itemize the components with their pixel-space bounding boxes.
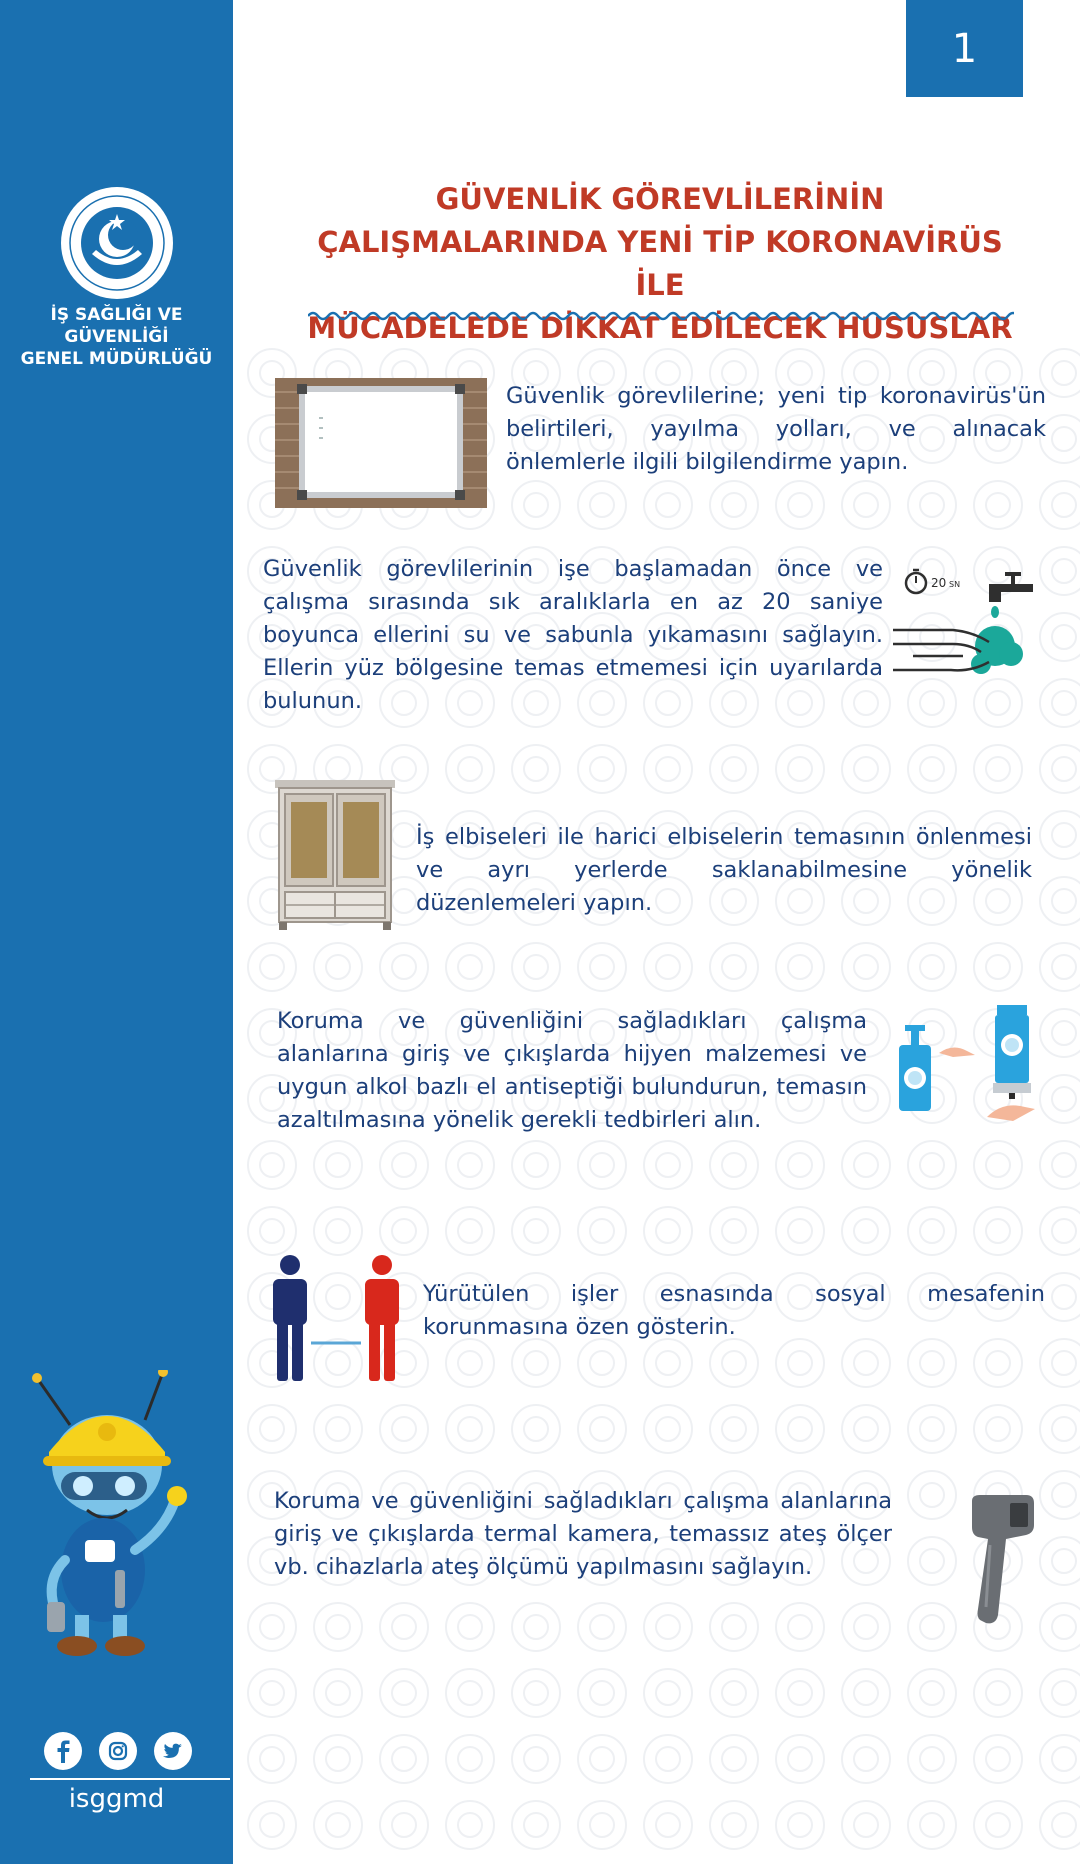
timer-unit: SN	[949, 580, 961, 589]
item-5-text: Yürütülen işler esnasında sosyal mesafenin korunmasına özen gösterin.	[423, 1281, 1045, 1340]
thermometer-icon	[968, 1495, 1038, 1625]
facebook-icon[interactable]	[44, 1732, 82, 1770]
sanitizer-icon	[895, 1005, 1040, 1127]
organization-name-line1: İŞ SAĞLIĞI VE GÜVENLİĞİ	[50, 305, 183, 347]
page-number-badge: 1	[906, 0, 1023, 97]
page-title	[290, 178, 1030, 350]
organization-name	[0, 304, 233, 370]
title-line2: ÇALIŞMALARINDA YENİ TİP KORONAVİRÜS İLE	[317, 225, 1003, 302]
social-links	[44, 1732, 194, 1772]
organization-name-line2: GENEL MÜDÜRLÜĞÜ	[20, 349, 213, 369]
social-handle: isggmd	[68, 1784, 165, 1814]
item-6-text: Koruma ve güvenliğini sağladıkları çalışma alanlarına giriş ve çıkışlarda termal kamera, temassız ateş ölçer vb. cihazlarla ateş ölçümü yapılmasını sağlayın.	[274, 1488, 892, 1580]
timer-label: 20	[931, 576, 947, 590]
mascot-illustration	[25, 1370, 205, 1660]
social-divider	[30, 1778, 230, 1780]
item-4-text: Koruma ve güvenliğini sağladıkları çalışma alanlarına giriş ve çıkışlarda hijyen malzemesi ve uygun alkol bazlı el antiseptiği bulundurun, temasın azaltılmasına yönelik gerekli tedbirleri alın.	[277, 1008, 867, 1133]
social-distance-icon	[265, 1255, 405, 1385]
title-underline-wave	[308, 310, 1014, 322]
twitter-icon[interactable]	[154, 1732, 192, 1770]
title-line1: GÜVENLİK GÖREVLİLERİNİN	[435, 182, 885, 216]
handwashing-icon	[893, 560, 1037, 690]
item-2-text: Güvenlik görevlilerinin işe başlamadan önce ve çalışma sırasında sık aralıklarla en az 20 saniye boyunca ellerini su ve sabunla yıkamasını sağlayın. Ellerin yüz bölgesine temas etmemesi için uyarılarda bulunun.	[263, 556, 883, 714]
whiteboard-icon	[275, 378, 487, 508]
instagram-icon[interactable]	[99, 1732, 137, 1770]
item-1-text: Güvenlik görevlilerine; yeni tip koronavirüs'ün belirtileri, yayılma yolları, ve alınacak önlemlerle ilgili bilgilendirme yapın.	[506, 383, 1046, 475]
item-3-text: İş elbiseleri ile harici elbiselerin temasının önlenmesi ve ayrı yerlerde saklanabilmesine yönelik düzenlemeleri yapın.	[416, 824, 1032, 916]
title-line3: MÜCADELEDE DİKKAT EDİLECEK HUSUSLAR	[307, 311, 1013, 345]
ministry-logo-icon	[58, 184, 176, 302]
wardrobe-icon	[275, 780, 395, 930]
